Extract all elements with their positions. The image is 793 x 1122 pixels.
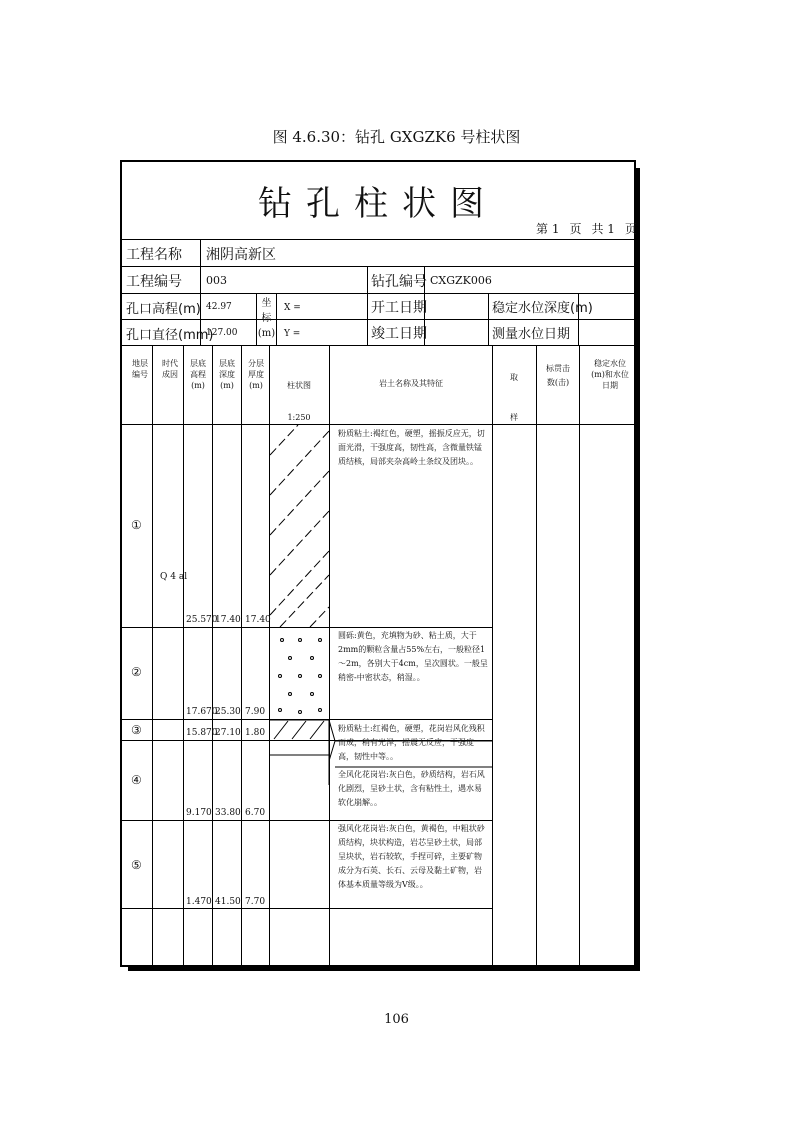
layer-thickness: 1.80: [245, 728, 266, 738]
layer-boundary: [120, 820, 152, 821]
strata-column-graphic: [270, 425, 329, 965]
layer-number: ②: [131, 665, 142, 679]
col-bottom-depth: 层底深度(m): [219, 359, 235, 390]
layer-boundary: [120, 627, 152, 628]
end-date-label: 竣工日期: [371, 326, 427, 342]
col-bottom-elev: 层底高程(m): [190, 359, 206, 390]
elevation-value: 42.97: [206, 302, 232, 312]
layer-description: 粉质粘土:红褐色，硬塑，花岗岩风化残积而成，稍有光泽，摇震无反应，干强度高，韧性中等。。: [338, 724, 485, 761]
layer-thickness: 6.70: [245, 808, 266, 818]
residual-clay-hatch: [274, 721, 324, 739]
page-current: 第 1: [536, 222, 560, 236]
diameter-value: 127.00: [206, 328, 238, 338]
start-date-label: 开工日期: [371, 300, 427, 316]
layer-description: 全风化花岗岩:灰白色，砂质结构，岩石风化剧烈，呈砂土状，含有粘性土，遇水易软化崩解。。: [338, 770, 485, 807]
rule: [536, 345, 537, 965]
rule: [183, 345, 184, 965]
layer-bottom-depth: 25.30: [215, 707, 241, 717]
page-unit-1: 页: [569, 222, 582, 236]
layer-boundary: [120, 719, 152, 720]
sheet-title: 钻孔柱状图: [258, 184, 498, 224]
layer-bottom-elev: 15.870: [186, 728, 218, 738]
sheet-page-info: [536, 220, 647, 237]
rule: [120, 345, 636, 346]
page-number: 106: [384, 1012, 409, 1027]
page-unit-2: 页: [624, 222, 637, 236]
project-name-label: 工程名称: [126, 247, 182, 263]
project-no-value: 003: [206, 274, 227, 287]
layer-bottom-elev: 1.470: [186, 897, 212, 907]
rule: [120, 266, 636, 267]
layer-thickness: 7.70: [245, 897, 266, 907]
elevation-label: 孔口高程(m): [126, 302, 201, 317]
stable-water-label: 稳定水位深度(m): [492, 301, 593, 316]
rule: [120, 424, 636, 425]
rule: [492, 345, 493, 965]
rule: [120, 319, 636, 320]
layer-number: ①: [131, 518, 142, 532]
col-water: 稳定水位(m)和水位日期: [591, 359, 629, 390]
rule: [488, 293, 489, 345]
rule: [120, 293, 636, 294]
col-spt: 标贯击数(击): [546, 364, 570, 387]
hole-no-value: CXGZK006: [430, 274, 492, 287]
diameter-label: 孔口直径(mm): [126, 328, 214, 343]
col-description: 岩土名称及其特征: [379, 379, 443, 388]
col-age: 时代成因: [162, 359, 178, 379]
layer-bottom-depth: 17.40: [215, 615, 241, 625]
page-total: 共 1: [591, 222, 615, 236]
figure-caption: 图 4.6.30：钻孔 GXGZK6 号柱状图: [272, 128, 521, 146]
project-no-label: 工程编号: [126, 274, 182, 290]
layer-bottom-elev: 25.570: [186, 615, 218, 625]
layer-thickness: 7.90: [245, 707, 266, 717]
hole-no-label: 钻孔编号: [371, 274, 427, 290]
rule: [579, 345, 580, 965]
layer-number: ④: [131, 773, 142, 787]
rule: [241, 345, 242, 965]
coord-label: 坐标(m): [257, 298, 276, 339]
coord-x: X =: [284, 303, 301, 313]
rule: [367, 266, 368, 345]
rule: [329, 345, 330, 965]
layer-bottom-depth: 27.10: [215, 728, 241, 738]
age-label: Q 4 al: [160, 572, 188, 582]
layer-bottom-elev: 17.670: [186, 707, 218, 717]
layer-description: 圆砾:黄色，充填物为砂、粘土质，大于2mm的颗粒含量占55%左右，一般粒径1～2m，各别大于4cm，呈次圆状。一般呈稍密-中密状态，稍湿。。: [338, 631, 488, 682]
gravel-dots: [279, 639, 322, 714]
layer-boundary: [120, 908, 152, 909]
layer-bottom-elev: 9.170: [186, 808, 212, 818]
col-sample: 取样: [510, 373, 518, 422]
measured-water-label: 测量水位日期: [492, 327, 571, 342]
project-name-value: 湘阴高新区: [206, 247, 276, 263]
rule: [120, 239, 636, 240]
col-scale: 1:250: [287, 413, 311, 422]
rule: [152, 345, 153, 965]
coord-y: Y =: [284, 329, 301, 339]
layer-boundary: [120, 740, 152, 741]
layer-number: ⑤: [131, 858, 142, 872]
rule: [212, 345, 213, 965]
layer-description: 粉质粘土:褐红色，硬塑，摇振反应无，切面光滑，干强度高，韧性高，含微量铁锰质结核，局部夹杂高岭土条纹及团块。。: [338, 429, 485, 466]
sheet-shadow-bottom: [128, 967, 640, 971]
layer-description: 强风化花岗岩:灰白色，黄褐色，中粗状砂质结构，块状构造，岩芯呈砂土状，局部呈块状，岩石较软，手捏可碎，主要矿物成分为石英、长石、云母及黏土矿物，岩体基本质量等级为V级。。: [338, 824, 485, 889]
sheet-shadow-right: [636, 168, 640, 971]
layer-thickness: 17.40: [245, 615, 271, 625]
col-layer-no: 地层编号: [132, 359, 148, 379]
col-column: 柱状图: [287, 381, 311, 390]
layer-bottom-depth: 33.80: [215, 808, 241, 818]
clay-hatch: [270, 425, 329, 627]
col-thickness: 分层厚度(m): [248, 359, 264, 390]
rule: [276, 293, 277, 345]
layer-number: ③: [131, 723, 142, 737]
layer-bottom-depth: 41.50: [215, 897, 241, 907]
